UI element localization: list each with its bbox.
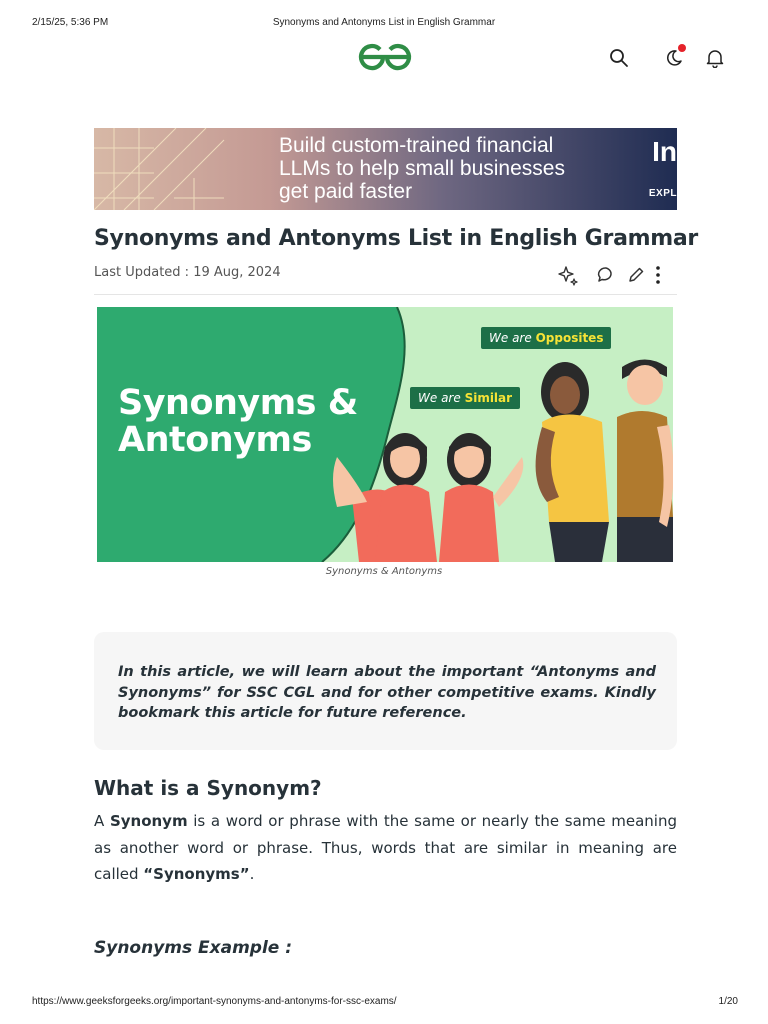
ad-headline — [279, 134, 565, 203]
section-subheading: Synonyms Example : — [94, 938, 293, 958]
print-page-number: 1/20 — [718, 996, 738, 1007]
ad-line: LLMs to help small businesses — [279, 157, 565, 180]
para-text: A — [94, 812, 110, 830]
info-callout — [94, 632, 677, 750]
ad-banner[interactable] — [94, 128, 677, 210]
hero-title-line: Synonyms & — [118, 383, 358, 423]
ad-grid-graphic — [94, 128, 234, 210]
gfg-logo[interactable] — [356, 42, 414, 72]
ad-cta[interactable]: EXPL — [648, 188, 677, 199]
bubble-word: Opposites — [535, 331, 604, 345]
print-datetime: 2/15/25, 5:36 PM — [32, 17, 109, 28]
edit-icon — [627, 266, 645, 284]
ad-line: Build custom-trained financial — [279, 134, 554, 157]
info-callout-text: In this article, we will learn about the important “Antonyms and Synonyms” for SSC CGL and for other competitive exams. Kindly bookmark this article for future reference. — [118, 664, 656, 721]
speech-bubble-similar — [410, 387, 520, 409]
notification-dot — [678, 44, 686, 52]
para-text: is a word or phrase with the same or nearly the same meaning as another word or phrase. Thus, words that are similar in meaning are called — [94, 812, 678, 883]
ai-summary-button[interactable] — [557, 264, 579, 286]
comment-button[interactable] — [595, 264, 617, 286]
theme-toggle-button[interactable] — [662, 46, 686, 70]
bubble-prefix: We are — [489, 331, 532, 345]
bell-icon — [705, 48, 725, 68]
bubble-word: Similar — [464, 391, 513, 405]
more-options-button[interactable] — [647, 264, 669, 286]
search-button[interactable] — [607, 46, 631, 70]
meta-divider — [94, 294, 677, 295]
para-term: “Synonyms” — [143, 865, 250, 883]
article-meta — [94, 264, 677, 288]
article-title: Synonyms and Antonyms List in English Grammar — [94, 226, 698, 251]
site-header — [0, 38, 768, 82]
notifications-button[interactable] — [703, 46, 727, 70]
print-url: https://www.geeksforgeeks.org/important-synonyms-and-antonyms-for-ssc-exams/ — [32, 996, 397, 1007]
hero-title-line: Antonyms — [118, 420, 312, 460]
comment-icon — [596, 265, 616, 285]
para-term: Synonym — [109, 812, 188, 830]
hero-image — [97, 307, 673, 562]
print-doc-title: Synonyms and Antonyms List in English Grammar — [272, 17, 496, 28]
person-left-girl — [333, 433, 437, 562]
bubble-prefix: We are — [418, 391, 461, 405]
search-icon — [609, 48, 629, 68]
more-icon — [650, 265, 666, 285]
person-yellow-shirt — [536, 362, 609, 562]
print-header — [0, 17, 768, 31]
image-caption: Synonyms & Antonyms — [325, 566, 443, 577]
ad-brand: In — [652, 136, 677, 167]
person-brown-shirt — [617, 360, 673, 563]
ad-line: get paid faster — [279, 180, 413, 203]
person-right-girl — [439, 433, 523, 562]
last-updated: Last Updated : 19 Aug, 2024 — [94, 265, 281, 280]
edit-button[interactable] — [625, 264, 647, 286]
sparkle-icon — [557, 264, 579, 286]
speech-bubble-opposites — [481, 327, 611, 349]
print-footer — [0, 996, 768, 1010]
section-heading: What is a Synonym? — [94, 776, 322, 800]
section-paragraph — [94, 808, 677, 888]
para-text: . — [249, 865, 255, 883]
